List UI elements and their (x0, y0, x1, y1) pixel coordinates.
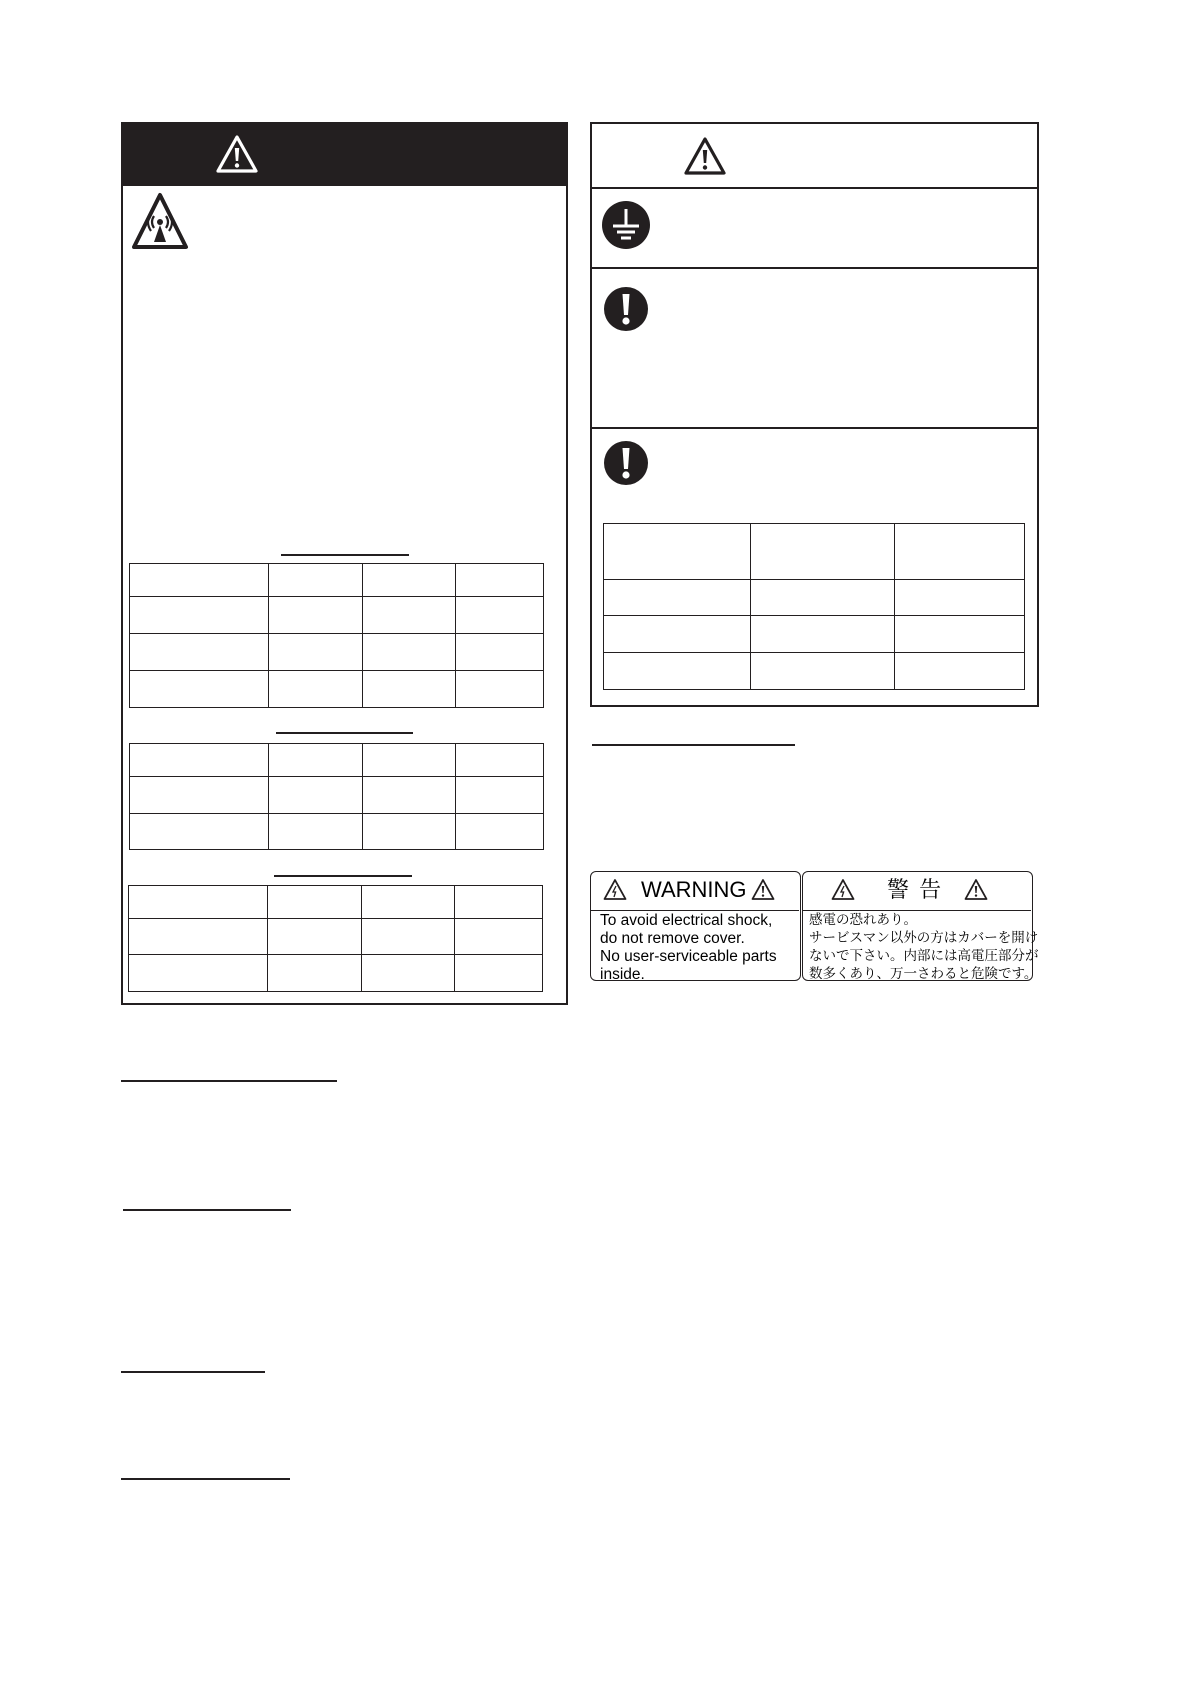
warning-label-line: inside. (600, 966, 645, 983)
warning-label-title: WARNING (641, 877, 747, 902)
table-2-heading-underline (276, 732, 413, 734)
section-heading-underline (592, 744, 795, 746)
mandatory-action-icon (604, 286, 648, 332)
warning-label-line: To avoid electrical shock, (600, 912, 773, 929)
section-heading-underline (121, 1371, 265, 1373)
electric-shock-triangle-icon (831, 878, 855, 901)
warning-triangle-icon (751, 878, 775, 901)
warning-label-english (590, 871, 801, 981)
table-row (130, 597, 544, 634)
caution-panel (590, 122, 1039, 707)
label-divider (591, 910, 799, 911)
caution-triangle-icon (683, 136, 727, 176)
caution-section-divider (592, 267, 1037, 269)
radio-frequency-radiation-icon (131, 192, 189, 250)
table-row (130, 814, 544, 850)
warning-label-line: 数多くあり、万一さわると危険です。 (809, 966, 1038, 981)
table-row (129, 919, 543, 955)
table-row (130, 671, 544, 708)
mandatory-action-icon (604, 440, 648, 486)
warning-label-line: 感電の恐れあり。 (809, 912, 917, 927)
table-1-heading-underline (281, 554, 409, 556)
warning-triangle-icon (964, 878, 988, 901)
distance-table-3 (128, 885, 543, 992)
warning-label-line: No user-serviceable parts (600, 948, 777, 965)
table-row (130, 564, 544, 597)
table-row (604, 616, 1025, 653)
distance-table-2 (129, 743, 544, 850)
warning-triangle-icon (215, 134, 259, 174)
table-row (604, 524, 1025, 580)
table-row (130, 744, 544, 777)
table-3-heading-underline (274, 875, 412, 877)
warning-label-title: 警 告 (887, 877, 944, 902)
table-row (130, 777, 544, 814)
table-row (604, 580, 1025, 616)
warning-header-bar (123, 124, 566, 186)
section-heading-underline (121, 1478, 290, 1480)
table-row (129, 955, 543, 992)
caution-section-divider (592, 427, 1037, 429)
warning-panel (121, 122, 568, 1005)
warning-label-japanese (802, 871, 1039, 981)
caution-table (603, 523, 1025, 690)
warning-label-line: ないで下さい。内部には高電圧部分が (809, 948, 1039, 963)
distance-table-1 (129, 563, 544, 708)
section-heading-underline (121, 1080, 337, 1082)
table-row (130, 634, 544, 671)
caution-header-divider (592, 187, 1037, 189)
protective-ground-icon (601, 200, 651, 250)
electric-shock-triangle-icon (603, 878, 627, 901)
table-row (604, 653, 1025, 690)
table-row (129, 886, 543, 919)
warning-label-line: do not remove cover. (600, 930, 745, 947)
warning-label-line: サービスマン以外の方はカバーを開け (809, 930, 1039, 945)
section-heading-underline (123, 1209, 291, 1211)
